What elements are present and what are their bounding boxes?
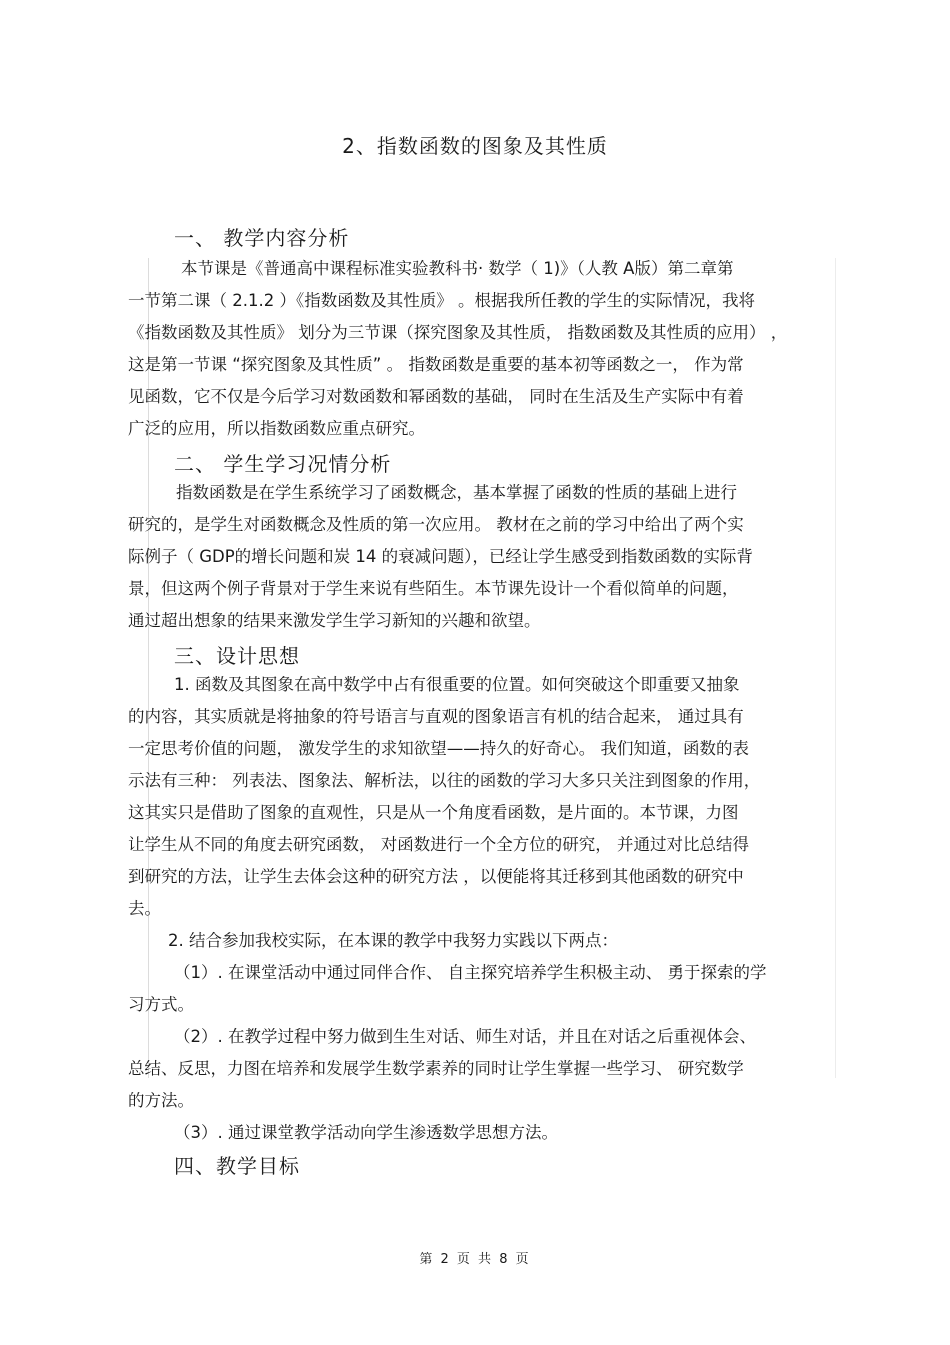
paragraph-line: 总结、反思，力图在培养和发展学生数学素养的同时让学生掌握一些学习、 研究数学	[128, 1059, 744, 1078]
document-title: 2、指数函数的图象及其性质	[342, 134, 608, 158]
paragraph-line: 一定思考价值的问题， 激发学生的求知欲望——持久的好奇心。 我们知道，函数的表	[128, 739, 749, 758]
page-border-left	[148, 258, 149, 1078]
paragraph-line: 见函数，它不仅是今后学习对数函数和幂函数的基础， 同时在生活及生产实际中有着	[128, 387, 744, 406]
paragraph-line: 去。	[128, 899, 161, 918]
paragraph-line: 研究的，是学生对函数概念及性质的第一次应用。 教材在之前的学习中给出了两个实	[128, 515, 744, 534]
paragraph-line: 本节课是《普通高中课程标准实验教科书· 数学（ 1)》（人教 A版）第二章第	[181, 259, 734, 278]
paragraph-line: 这其实只是借助了图象的直观性，只是从一个角度看函数，是片面的。本节课，力图	[128, 803, 739, 822]
paragraph-line: 际例子（ GDP的增长问题和炭 14 的衰减问题），已经让学生感受到指数函数的实际背	[128, 547, 753, 566]
paragraph-line: 的内容，其实质就是将抽象的符号语言与直观的图象语言有机的结合起来， 通过具有	[128, 707, 744, 726]
paragraph-line: （3）. 通过课堂教学活动向学生渗透数学思想方法。	[174, 1123, 558, 1142]
paragraph-line: 示法有三种： 列表法、图象法、解析法，以往的函数的学习大多只关注到图象的作用，	[128, 771, 761, 790]
paragraph-line: 通过超出想象的结果来激发学生学习新知的兴趣和欲望。	[128, 611, 541, 630]
section-heading-4: 四、教学目标	[174, 1154, 300, 1178]
paragraph-line: 习方式。	[128, 995, 194, 1014]
paragraph-line: 到研究的方法，让学生去体会这种的研究方法 ，以便能将其迁移到其他函数的研究中	[128, 867, 744, 886]
page-border-right	[835, 258, 836, 1078]
paragraph-line: 1. 函数及其图象在高中数学中占有很重要的位置。如何突破这个即重要又抽象	[174, 675, 740, 694]
section-heading-3: 三、设计思想	[174, 644, 300, 668]
paragraph-line: 一节第二课（ 2.1.2 ）《指数函数及其性质》 。根据我所任教的学生的实际情况，我将	[128, 291, 755, 310]
paragraph-line: 《指数函数及其性质》 划分为三节课（探究图象及其性质， 指数函数及其性质的应用） ，	[128, 323, 788, 342]
paragraph-line: 让学生从不同的角度去研究函数， 对函数进行一个全方位的研究， 并通过对比总结得	[128, 835, 749, 854]
paragraph-line: （1）. 在课堂活动中通过同伴合作、 自主探究培养学生积极主动、 勇于探索的学	[174, 963, 767, 982]
paragraph-line: 这是第一节课 “探究图象及其性质” 。 指数函数是重要的基本初等函数之一， 作为常	[128, 355, 744, 374]
section-heading-2: 二、 学生学习况情分析	[174, 452, 392, 476]
paragraph-line: 广泛的应用，所以指数函数应重点研究。	[128, 419, 425, 438]
paragraph-line: 景，但这两个例子背景对于学生来说有些陌生。本节课先设计一个看似简单的问题，	[128, 579, 739, 598]
section-heading-1: 一、 教学内容分析	[174, 226, 350, 250]
paragraph-line: 2. 结合参加我校实际，在本课的教学中我努力实践以下两点：	[168, 931, 618, 950]
paragraph-line: （2）. 在教学过程中努力做到生生对话、师生对话，并且在对话之后重视体会、	[174, 1027, 756, 1046]
page-footer: 第 2 页 共 8 页	[419, 1252, 531, 1267]
paragraph-line: 指数函数是在学生系统学习了函数概念，基本掌握了函数的性质的基础上进行	[176, 483, 737, 502]
paragraph-line: 的方法。	[128, 1091, 194, 1110]
